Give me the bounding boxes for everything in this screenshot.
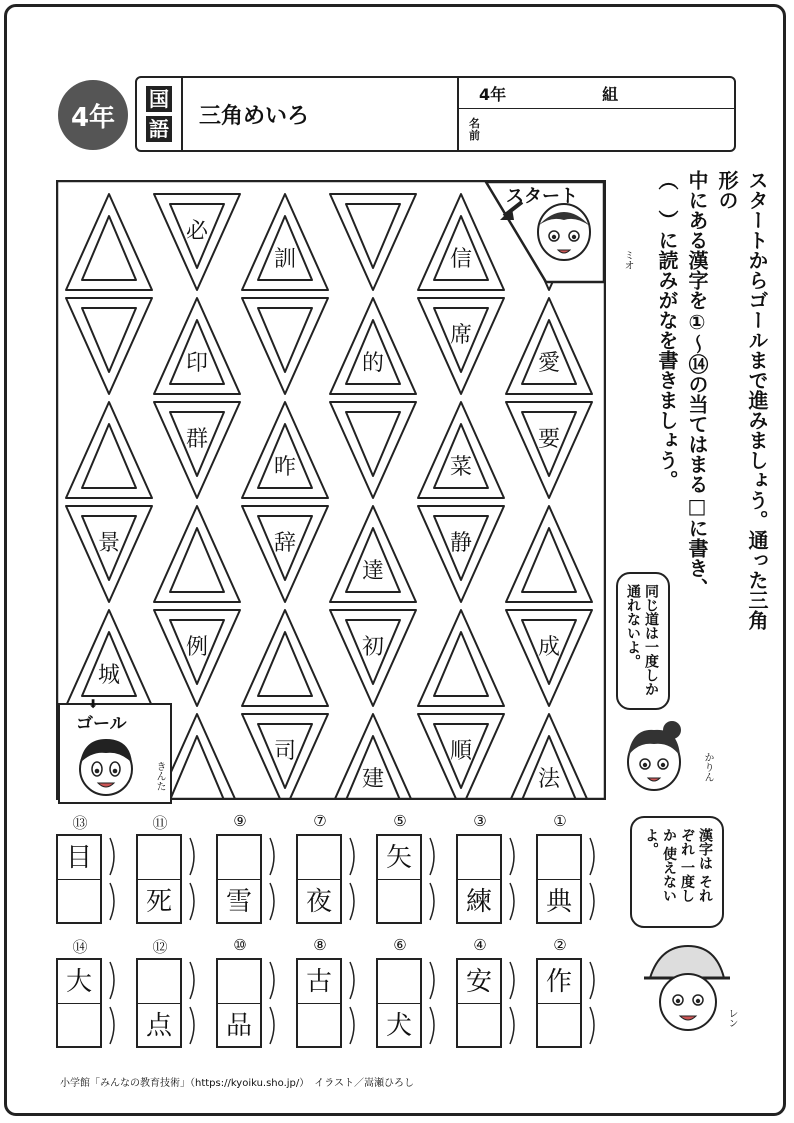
answer-number: ③ <box>473 812 487 830</box>
maze-kanji: 成 <box>537 635 561 660</box>
answer-item <box>56 936 132 1052</box>
ren-character <box>640 938 730 1042</box>
maze-kanji: 昨 <box>273 455 297 480</box>
maze-kanji: 城 <box>97 663 121 688</box>
answer-item <box>296 936 372 1052</box>
reading-parentheses[interactable] <box>344 834 362 924</box>
maze-kanji: 信 <box>449 247 473 272</box>
answer-item <box>536 812 612 928</box>
subject-char: 国 <box>146 86 172 112</box>
maze-kanji: 建 <box>361 767 385 792</box>
answer-number: ⑤ <box>393 812 407 830</box>
answer-number: ⑨ <box>233 812 247 830</box>
page-title: 三角めいろ <box>183 78 459 150</box>
answer-item <box>376 812 452 928</box>
answer-item <box>56 812 132 928</box>
bubble-line: 使えないよ。 <box>643 828 677 903</box>
maze-kanji: 順 <box>449 739 473 764</box>
answer-number: ⑪ <box>152 814 168 832</box>
maze-kanji: 要 <box>537 427 561 452</box>
kanji-answer-box[interactable] <box>56 834 102 924</box>
maze-kanji: 必 <box>185 219 209 244</box>
karin-speech-bubble <box>616 572 670 710</box>
kanji-answer-box[interactable] <box>136 834 182 924</box>
grade-text: 4年 <box>479 84 507 104</box>
kanji-answer-box[interactable] <box>456 834 502 924</box>
maze-kanji: 静 <box>449 531 473 556</box>
kanji-answer-box[interactable] <box>536 834 582 924</box>
class-text: 組 <box>602 84 619 104</box>
kanji-answer-box[interactable] <box>56 958 102 1048</box>
answer-number: ⑬ <box>72 814 88 832</box>
grade-badge: 4年 <box>58 80 128 150</box>
student-info <box>459 78 734 150</box>
karin-name: かりん <box>702 752 713 782</box>
kanji-answer-box[interactable] <box>456 958 502 1048</box>
kanji-answer-box[interactable] <box>296 958 342 1048</box>
reading-parentheses[interactable] <box>104 958 122 1048</box>
kanji-answer-box[interactable] <box>296 834 342 924</box>
ren-speech-bubble <box>630 816 724 928</box>
reading-parentheses[interactable] <box>184 834 202 924</box>
kanji-bottom-cell[interactable]: 死 <box>145 887 172 917</box>
answer-item <box>376 936 452 1052</box>
grade-class-row[interactable] <box>459 78 734 109</box>
kanji-top-cell[interactable]: 矢 <box>385 843 412 873</box>
name-field[interactable] <box>459 109 734 150</box>
ren-name: レン <box>726 1008 737 1028</box>
goal-arrow-icon: ⬇ <box>88 697 99 711</box>
bubble-line: それぞれ <box>679 828 713 903</box>
answer-item <box>456 936 532 1052</box>
bubble-line: 同じ道は一度しか <box>643 584 659 696</box>
bubble-line: 漢字は <box>697 828 713 870</box>
karin-character <box>618 712 702 802</box>
maze-kanji: 訓 <box>273 247 297 272</box>
kanji-top-cell[interactable]: 古 <box>305 967 332 997</box>
subject-label <box>137 78 183 150</box>
kanji-bottom-cell[interactable]: 犬 <box>385 1011 412 1041</box>
bubble-line: 通れないよ。 <box>625 584 641 668</box>
kanji-bottom-cell[interactable]: 夜 <box>305 887 332 917</box>
name-label-char: 名 <box>469 116 480 130</box>
answer-number: ④ <box>473 936 487 954</box>
footer-credit: 小学館「みんなの教育技術」（https://kyoiku.sho.jp/） イラスト／嵩瀬ひろし <box>60 1078 414 1089</box>
maze-kanji: 菜 <box>449 455 473 480</box>
answer-item <box>136 936 212 1052</box>
kanji-answer-box[interactable] <box>376 834 422 924</box>
name-label-char: 前 <box>469 128 480 142</box>
kanji-bottom-cell[interactable]: 練 <box>465 887 492 917</box>
maze-kanji: 的 <box>361 351 385 376</box>
kanji-answer-box[interactable] <box>216 958 262 1048</box>
maze-kanji: 愛 <box>537 351 561 376</box>
answer-item <box>536 936 612 1052</box>
maze-kanji: 群 <box>185 427 209 452</box>
answer-grid <box>56 812 616 1052</box>
kinta-name: きんた <box>154 761 165 791</box>
instruction-line: （ ）に読みがなを書きましょう。 <box>655 170 679 490</box>
reading-parentheses[interactable] <box>424 958 442 1048</box>
answer-number: ⑦ <box>313 812 327 830</box>
answer-item <box>136 812 212 928</box>
answer-number: ⑩ <box>233 936 247 954</box>
instruction-line: スタートからゴールまで進みましょう。通った三角形の <box>715 170 769 630</box>
kanji-top-cell[interactable]: 目 <box>65 843 92 873</box>
reading-parentheses[interactable] <box>584 958 602 1048</box>
mio-name: ミオ <box>622 250 633 270</box>
answer-item <box>456 812 532 928</box>
maze-kanji: 席 <box>449 323 473 348</box>
reading-parentheses[interactable] <box>344 958 362 1048</box>
answer-item <box>216 812 292 928</box>
kanji-top-cell[interactable]: 大 <box>65 967 92 997</box>
reading-parentheses[interactable] <box>504 834 522 924</box>
answer-number: ⑧ <box>313 936 327 954</box>
kanji-bottom-cell[interactable]: 雪 <box>225 887 252 917</box>
answer-number: ⑥ <box>393 936 407 954</box>
maze-kanji: 司 <box>273 739 297 764</box>
worksheet-header <box>135 76 736 152</box>
kanji-answer-box[interactable] <box>216 834 262 924</box>
reading-parentheses[interactable] <box>584 834 602 924</box>
kanji-answer-box[interactable] <box>536 958 582 1048</box>
answer-item <box>216 936 292 1052</box>
instructions <box>652 170 772 630</box>
subject-char: 語 <box>146 116 172 142</box>
kanji-top-cell[interactable]: 作 <box>545 967 572 997</box>
answer-item <box>296 812 372 928</box>
maze-kanji: 印 <box>185 351 209 376</box>
reading-parentheses[interactable] <box>264 958 282 1048</box>
reading-parentheses[interactable] <box>424 834 442 924</box>
reading-parentheses[interactable] <box>504 958 522 1048</box>
kanji-bottom-cell[interactable]: 品 <box>225 1011 252 1041</box>
kanji-bottom-cell[interactable]: 点 <box>145 1011 172 1041</box>
start-label: スタート <box>506 186 578 207</box>
answer-number: ⑫ <box>152 938 168 956</box>
kanji-answer-box[interactable] <box>376 958 422 1048</box>
name-label <box>469 118 480 142</box>
maze-kanji: 例 <box>185 635 209 660</box>
kanji-bottom-cell[interactable]: 典 <box>545 887 572 917</box>
mio-character <box>538 204 590 260</box>
reading-parentheses[interactable] <box>264 834 282 924</box>
maze-kanji: 達 <box>361 559 385 584</box>
answer-number: ① <box>553 812 567 830</box>
maze-kanji: 初 <box>361 635 385 660</box>
reading-parentheses[interactable] <box>184 958 202 1048</box>
instruction-line: 中にある漢字を①～⑭の当てはまる□に書き、 <box>685 170 709 598</box>
goal-area <box>58 697 172 804</box>
kanji-answer-box[interactable] <box>136 958 182 1048</box>
kanji-top-cell[interactable]: 安 <box>465 967 492 997</box>
maze-kanji: 辞 <box>273 531 297 556</box>
bubble-line: 一度しか <box>661 828 695 903</box>
answer-number: ⑭ <box>72 938 88 956</box>
answer-number: ② <box>553 936 567 954</box>
goal-label: ゴール <box>76 714 127 734</box>
maze-kanji: 景 <box>97 531 121 556</box>
reading-parentheses[interactable] <box>104 834 122 924</box>
maze-kanji: 法 <box>537 767 561 792</box>
